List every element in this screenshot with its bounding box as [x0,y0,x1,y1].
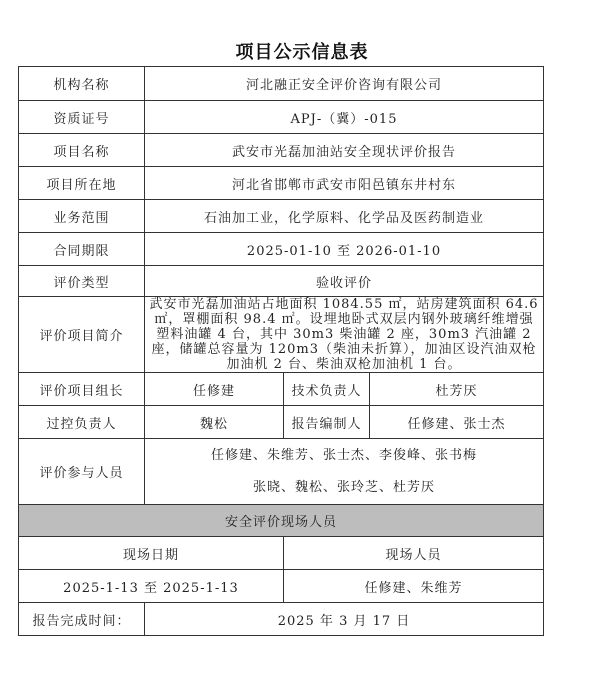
members-line-2: 张晓、魏松、张玲芝、杜芳厌 [253,479,436,495]
members-value [145,439,544,505]
row-completion [19,603,544,636]
row-process [19,406,544,439]
org-value: 河北融正安全评价咨询有限公司 [145,67,544,101]
members-line-1: 任修建、朱维芳、张士杰、李俊峰、张书梅 [211,447,478,463]
row-eval-type [19,266,544,297]
intro-label: 评价项目简介 [19,297,145,373]
org-label: 机构名称 [19,67,145,101]
row-contract [19,233,544,266]
leader-value: 任修建 [145,373,284,406]
scope-label: 业务范围 [19,200,145,233]
members-label: 评价参与人员 [19,439,145,505]
row-site-banner [19,505,544,537]
process-value: 魏松 [145,406,284,439]
completion-label: 报告完成时间： [19,603,145,636]
intro-value: 武安市光磊加油站占地面积 1084.55 ㎡，站房建筑面积 64.6 ㎡，罩棚面积 98.4 ㎡。设埋地卧式双层内钢外玻璃纤维增强塑料油罐 4 台，其中 30m3 柴油罐 2 座，30m3 汽油罐 2 座，储罐总容量为 120m3（柴油未折算），加油区设汽油双枪加油机 2 台、柴油双枪加油机 1 台。 [145,297,544,373]
project-value: 武安市光磊加油站安全现状评价报告 [145,134,544,167]
site-people-header: 现场人员 [284,537,544,570]
row-scope [19,200,544,233]
eval-type-value: 验收评价 [145,266,544,297]
row-members [19,439,544,505]
cert-label: 资质证号 [19,101,145,134]
site-people-value: 任修建、朱维芳 [284,570,544,603]
tech-lead-value: 杜芳厌 [370,373,544,406]
tech-lead-label: 技术负责人 [284,373,370,406]
eval-type-label: 评价类型 [19,266,145,297]
row-leader [19,373,544,406]
row-cert [19,101,544,134]
scope-value: 石油加工业，化学原料、化学品及医药制造业 [145,200,544,233]
row-site-values [19,570,544,603]
contract-label: 合同期限 [19,233,145,266]
row-location [19,167,544,200]
location-label: 项目所在地 [19,167,145,200]
row-intro [19,297,544,373]
site-banner: 安全评价现场人员 [19,505,544,537]
row-site-header [19,537,544,570]
site-date-header: 现场日期 [19,537,284,570]
leader-label: 评价项目组长 [19,373,145,406]
cert-value: APJ-（冀）-015 [145,101,544,134]
row-project [19,134,544,167]
process-label: 过控负责人 [19,406,145,439]
page-title: 项目公示信息表 [235,42,369,63]
author-label: 报告编制人 [284,406,370,439]
info-table [18,66,544,636]
row-org [19,67,544,101]
author-value: 任修建、张士杰 [370,406,544,439]
site-date-value: 2025-1-13 至 2025-1-13 [19,570,284,603]
project-label: 项目名称 [19,134,145,167]
location-value: 河北省邯郸市武安市阳邑镇东井村东 [145,167,544,200]
completion-value: 2025 年 3 月 17 日 [145,603,544,636]
contract-value: 2025-01-10 至 2026-01-10 [145,233,544,266]
